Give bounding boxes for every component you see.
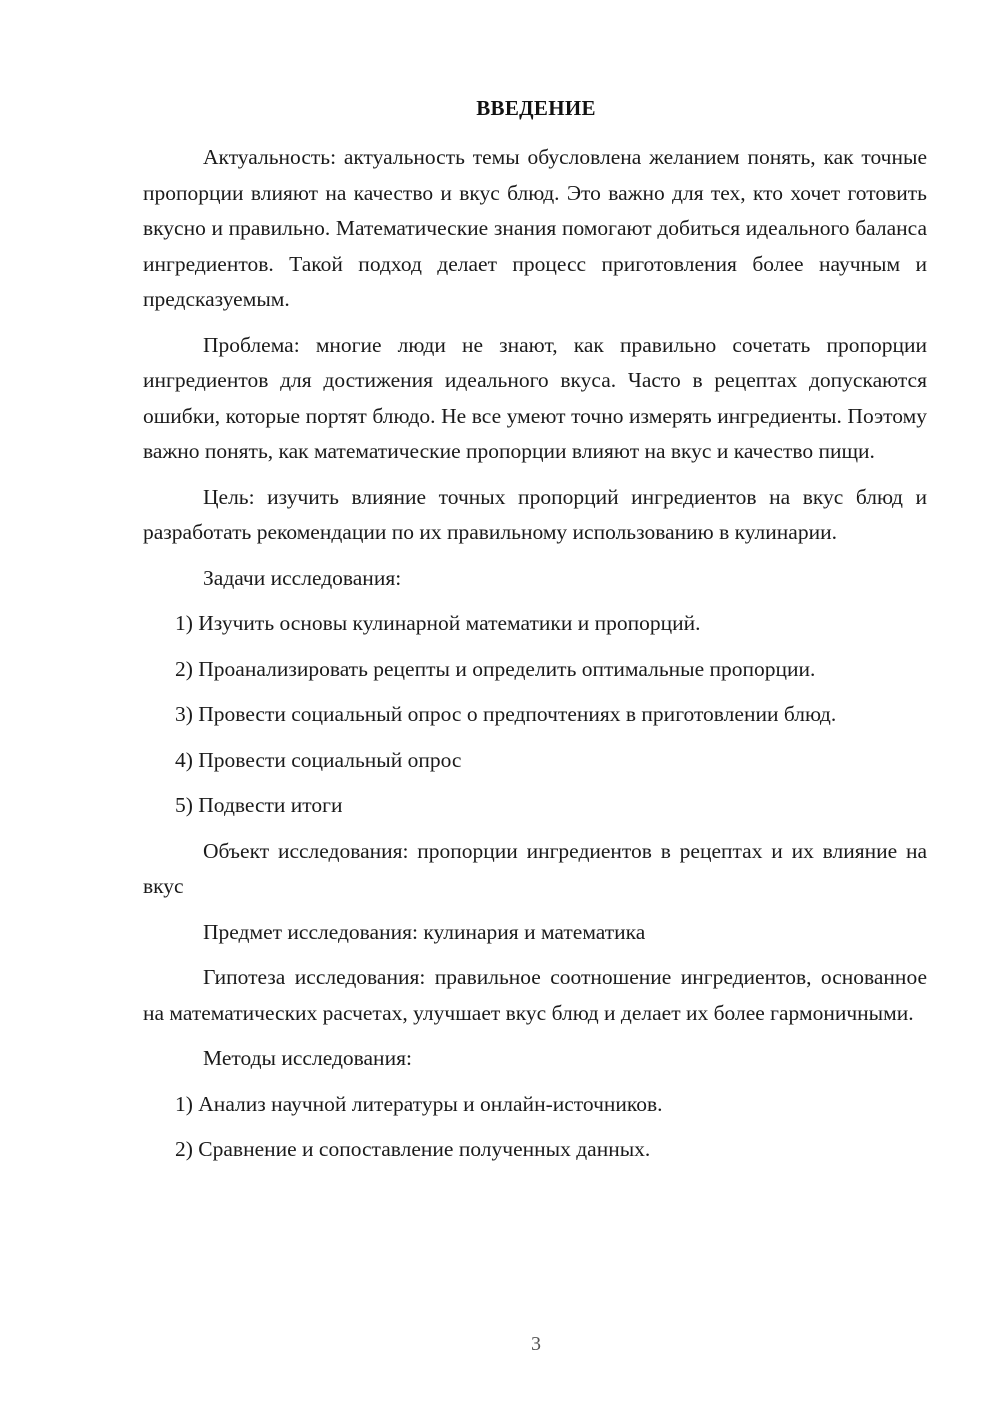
document-body bbox=[143, 140, 927, 1178]
task-item: 5) Подвести итоги bbox=[175, 793, 343, 817]
task-item: 3) Провести социальный опрос о предпочтениях в приготовлении блюд. bbox=[175, 702, 837, 726]
subject-paragraph: Предмет исследования: кулинария и математика bbox=[203, 919, 646, 944]
hypothesis-paragraph: Гипотеза исследования: правильное соотношение ингредиентов, основанное на математических расчетах, улучшает вкус блюд и делает их более гармоничными. bbox=[143, 965, 927, 1025]
relevance-paragraph: Актуальность: актуальность темы обусловлена желанием понять, как точные пропорции влияют на качество и вкус блюд. Это важно для тех, кто хочет готовить вкусно и правильно. Математические знания помогают добиться идеального баланса ингредиентов. Такой подход делает процесс приготовления более научным и предсказуемым. bbox=[143, 145, 927, 311]
object-paragraph: Объект исследования: пропорции ингредиентов в рецептах и их влияние на вкус bbox=[143, 838, 927, 898]
section-title: ВВЕДЕНИЕ bbox=[476, 96, 596, 120]
task-item: 1) Изучить основы кулинарной математики и пропорций. bbox=[175, 611, 701, 635]
method-item: 2) Сравнение и сопоставление полученных данных. bbox=[175, 1137, 651, 1161]
task-item: 4) Провести социальный опрос bbox=[175, 747, 462, 772]
page-number: 3 bbox=[531, 1333, 541, 1355]
goal-paragraph: Цель: изучить влияние точных пропорций ингредиентов на вкус блюд и разработать рекомендации по их правильному использованию в кулинарии. bbox=[143, 484, 927, 544]
problem-paragraph: Проблема: многие люди не знают, как правильно сочетать пропорции ингредиентов для достижения идеального вкуса. Часто в рецептах допускаются ошибки, которые портят блюдо. Не все умеют точно измерять ингредиенты. Поэтому важно понять, как математические пропорции влияют на вкус и качество пищи. bbox=[143, 332, 927, 463]
task-item: 2) Проанализировать рецепты и определить оптимальные пропорции. bbox=[175, 656, 816, 681]
method-item: 1) Анализ научной литературы и онлайн-источников. bbox=[175, 1091, 663, 1116]
tasks-heading: Задачи исследования: bbox=[203, 565, 402, 590]
methods-heading: Методы исследования: bbox=[203, 1046, 412, 1070]
